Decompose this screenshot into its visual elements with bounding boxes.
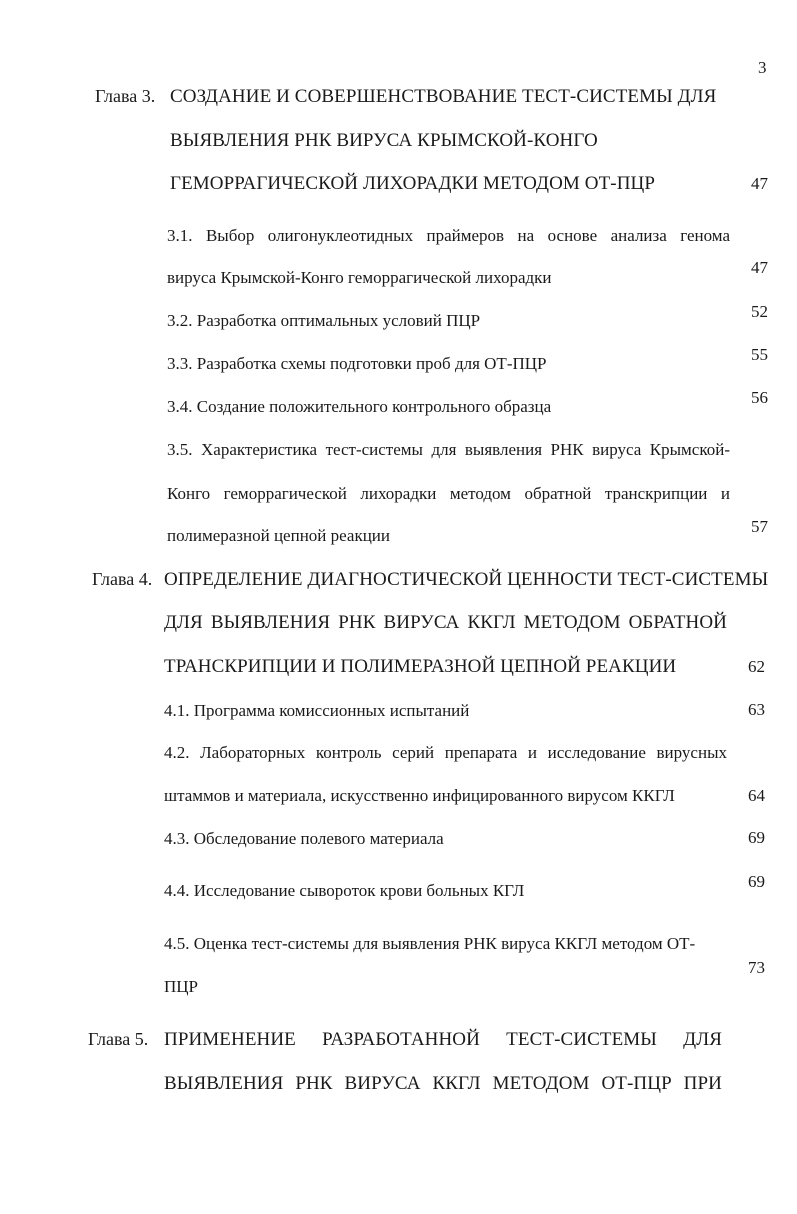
section-page-number: 73 [748, 958, 765, 977]
section-page-number: 69 [748, 828, 765, 847]
section-text-line: 3.5. Характеристика тест-системы для выявления РНК вируса Крымской- [167, 440, 730, 459]
section-text-line: 4.4. Исследование сывороток крови больных КГЛ [164, 881, 525, 900]
section-page-number: 55 [751, 345, 768, 364]
page-number: 3 [758, 58, 767, 77]
section-text-line: 3.1. Выбор олигонуклеотидных праймеров на основе анализа генома [167, 226, 730, 245]
section-text-line: ПЦР [164, 977, 199, 996]
chapter-title-line: ПРИМЕНЕНИЕ РАЗРАБОТАННОЙ ТЕСТ-СИСТЕМЫ ДЛЯ [164, 1029, 722, 1050]
chapter-title-line: ГЕМОРРАГИЧЕСКОЙ ЛИХОРАДКИ МЕТОДОМ ОТ-ПЦР [170, 173, 656, 194]
section-text-line: Конго геморрагической лихорадки методом обратной транскрипции и [167, 484, 730, 503]
chapter-title-line: ОПРЕДЕЛЕНИЕ ДИАГНОСТИЧЕСКОЙ ЦЕННОСТИ ТЕСТ-СИСТЕМЫ [164, 569, 769, 590]
chapter-title-line: ВЫЯВЛЕНИЯ РНК ВИРУСА КРЫМСКОЙ-КОНГО [170, 130, 598, 151]
section-page-number: 56 [751, 388, 768, 407]
section-text-line: 4.1. Программа комиссионных испытаний [164, 701, 470, 720]
chapter-title-line: ВЫЯВЛЕНИЯ РНК ВИРУСА ККГЛ МЕТОДОМ ОТ-ПЦР ПРИ [164, 1073, 722, 1094]
chapter-page-number: 47 [751, 174, 768, 193]
section-text-line: штаммов и материала, искусственно инфицированного вирусом ККГЛ [164, 786, 675, 805]
chapter-label: Глава 5. [88, 1029, 149, 1049]
section-page-number: 52 [751, 302, 768, 321]
section-page-number: 64 [748, 786, 765, 805]
section-text-line: полимеразной цепной реакции [167, 526, 391, 545]
chapter-title-line: ТРАНСКРИПЦИИ И ПОЛИМЕРАЗНОЙ ЦЕПНОЙ РЕАКЦИИ [164, 656, 677, 677]
section-text-line: 4.5. Оценка тест-системы для выявления РНК вируса ККГЛ методом ОТ- [164, 934, 696, 953]
section-text-line: 3.2. Разработка оптимальных условий ПЦР [167, 311, 481, 330]
section-page-number: 57 [751, 517, 768, 536]
section-text-line: 4.3. Обследование полевого материала [164, 829, 444, 848]
section-text-line: 4.2. Лабораторных контроль серий препарата и исследование вирусных [164, 743, 727, 762]
section-text-line: 3.3. Разработка схемы подготовки проб для ОТ-ПЦР [167, 354, 547, 373]
chapter-title-line: ДЛЯ ВЫЯВЛЕНИЯ РНК ВИРУСА ККГЛ МЕТОДОМ ОБРАТНОЙ [164, 612, 727, 633]
chapter-label: Глава 3. [95, 86, 156, 106]
section-page-number: 47 [751, 258, 768, 277]
section-page-number: 63 [748, 700, 765, 719]
chapter-page-number: 62 [748, 657, 765, 676]
section-text-line: вируса Крымской-Конго геморрагической лихорадки [167, 268, 552, 287]
section-page-number: 69 [748, 872, 765, 891]
section-text-line: 3.4. Создание положительного контрольного образца [167, 397, 552, 416]
chapter-title-line: СОЗДАНИЕ И СОВЕРШЕНСТВОВАНИЕ ТЕСТ-СИСТЕМЫ ДЛЯ [170, 86, 717, 107]
chapter-label: Глава 4. [92, 569, 153, 589]
